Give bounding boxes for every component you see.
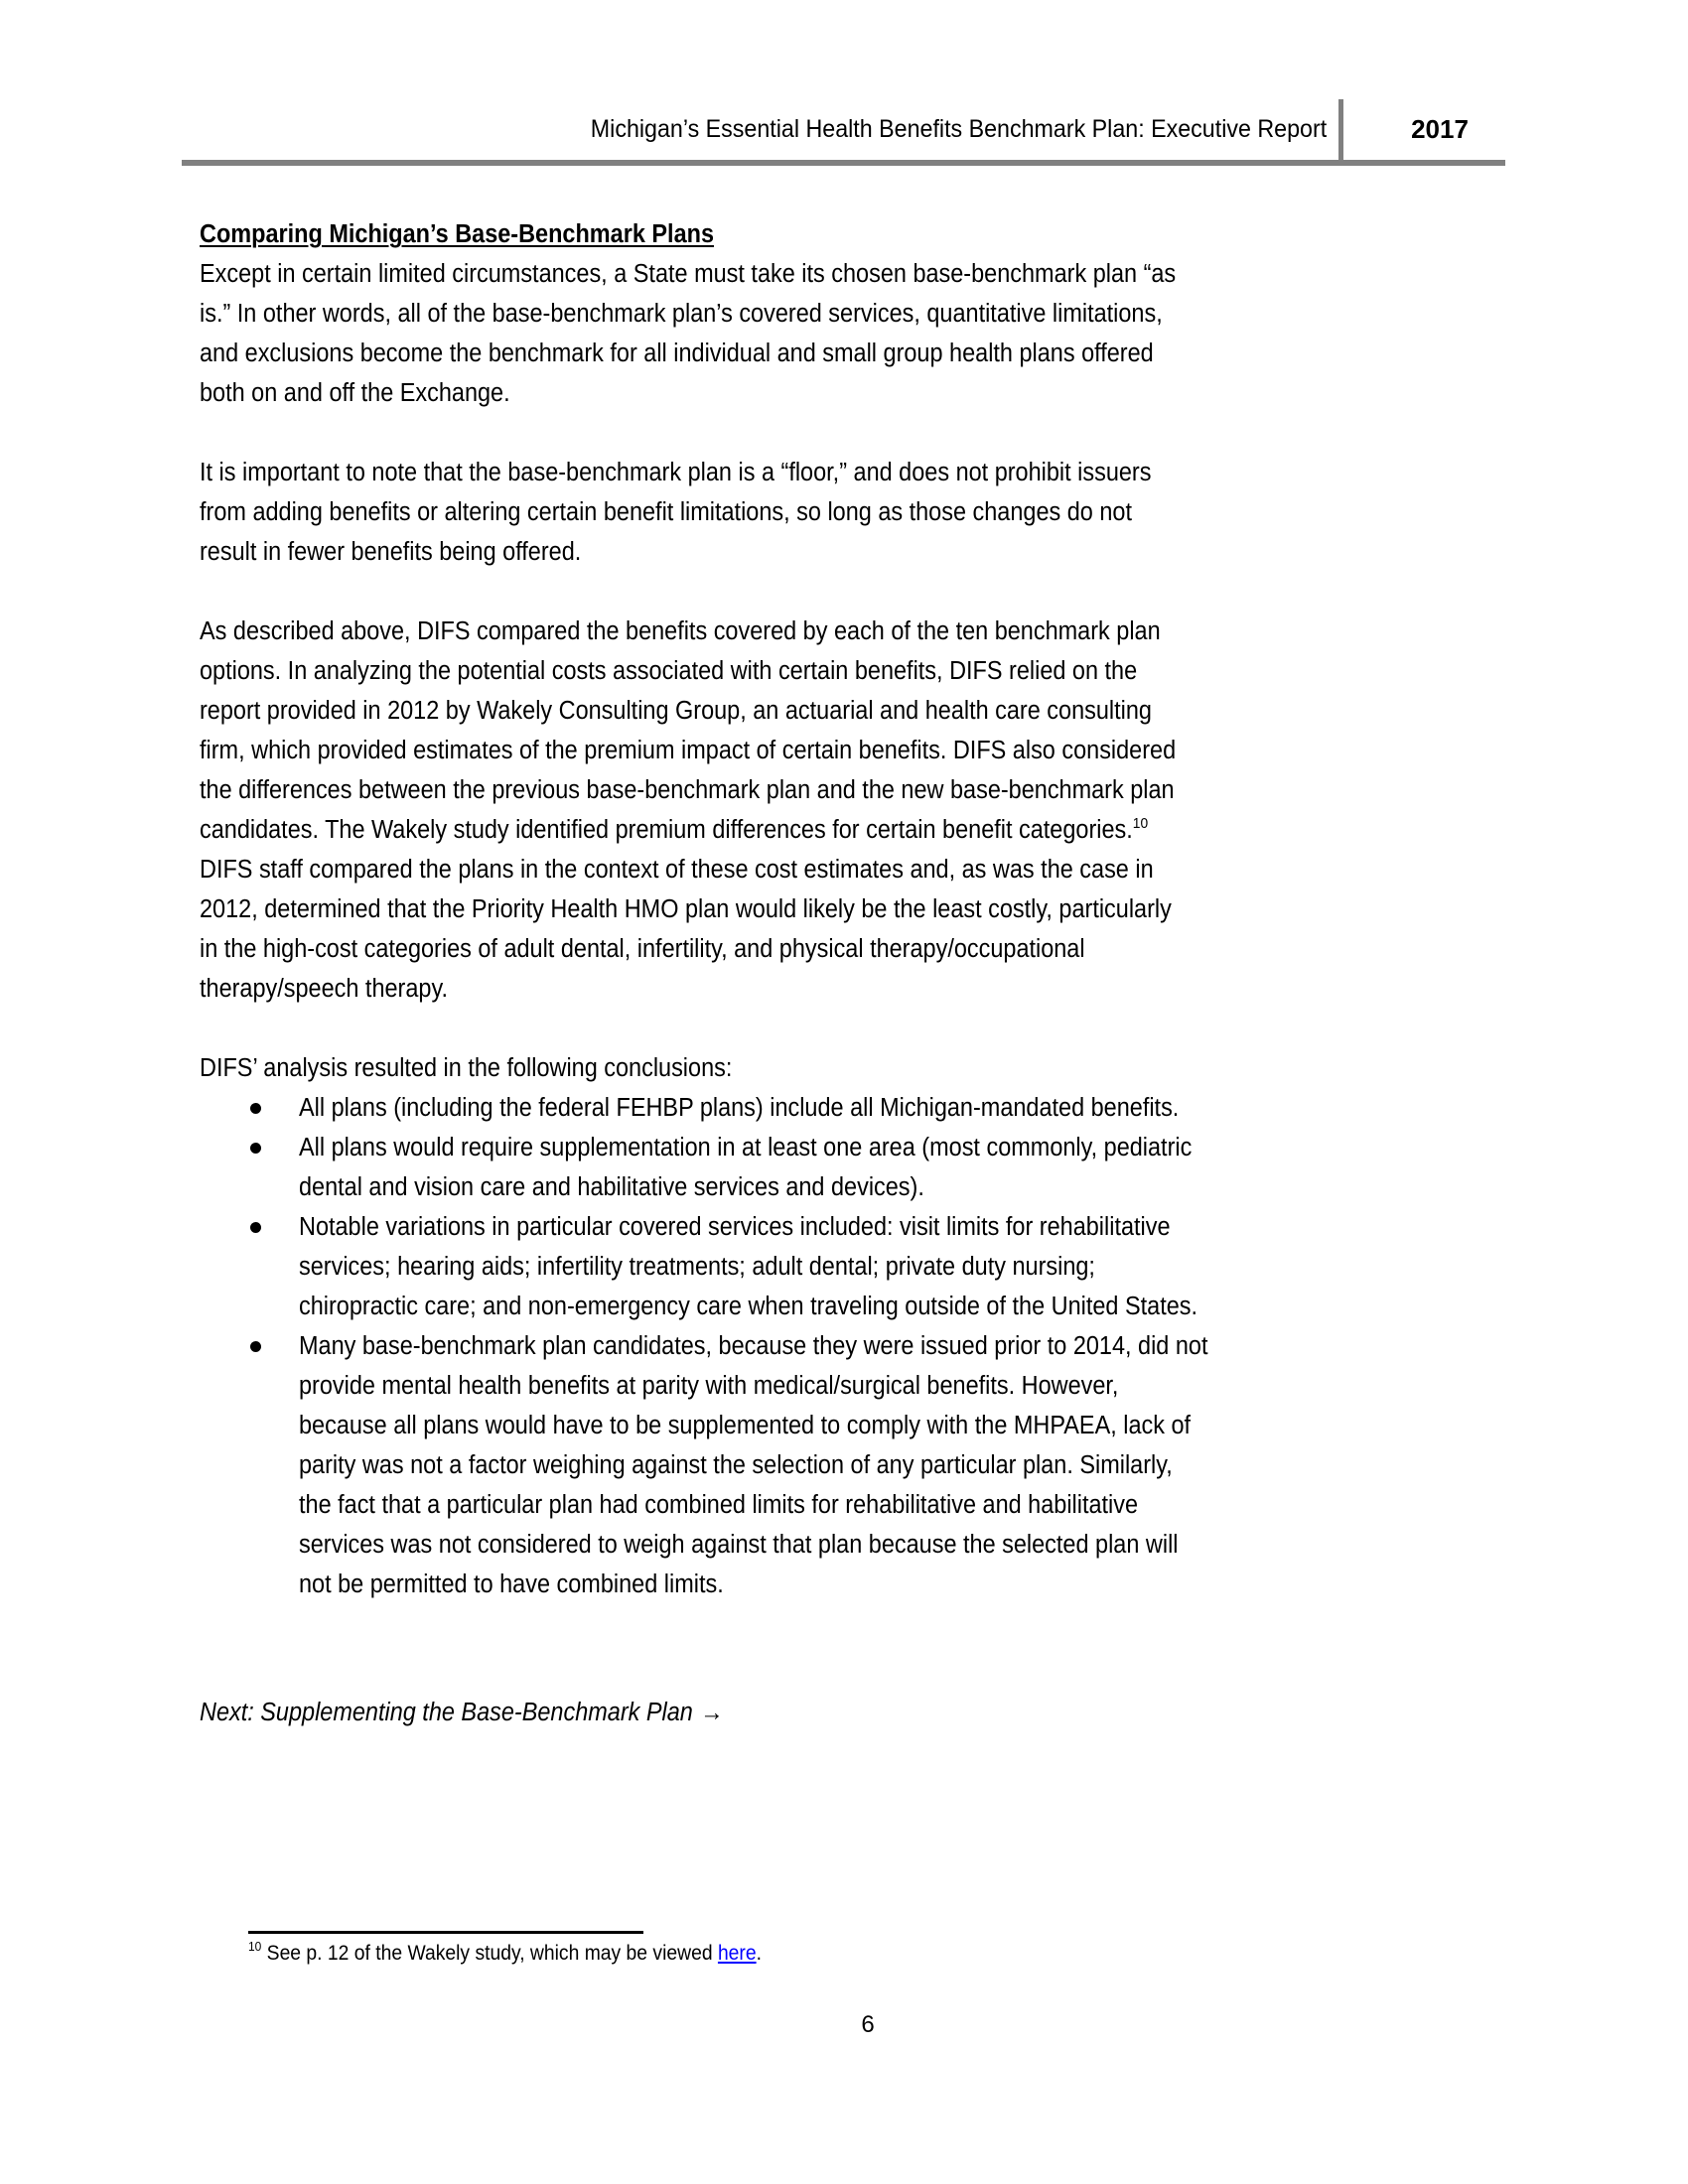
paragraph-line: It is important to note that the base-benchmark plan is a “floor,” and does not prohibit issuers: [200, 459, 1152, 486]
header-divider: [1338, 99, 1343, 163]
paragraph-gap: [200, 1009, 1490, 1048]
arrow-right-icon: →: [700, 1699, 724, 1726]
list-item-line: All plans would require supplementation in at least one area (most commonly, pediatric: [299, 1134, 1193, 1161]
list-item-line: Many base-benchmark plan candidates, because they were issued prior to 2014, did not: [299, 1332, 1208, 1360]
list-item-line: provide mental health benefits at parity with medical/surgical benefits. However,: [299, 1372, 1119, 1400]
footnote-text: See p. 12 of the Wakely study, which may be viewed: [261, 1942, 718, 1965]
footnote-separator: [248, 1931, 643, 1934]
bullet-icon: [250, 1341, 261, 1352]
list-item-line: dental and vision care and habilitative services and devices).: [299, 1173, 924, 1201]
list-item-line: because all plans would have to be supplemented to comply with the MHPAEA, lack of: [299, 1412, 1192, 1439]
section-heading: Comparing Michigan’s Base-Benchmark Plans: [200, 220, 715, 248]
paragraph-line: therapy/speech therapy.: [200, 975, 448, 1003]
bullet-icon: [250, 1103, 261, 1114]
list-item: [200, 1207, 1490, 1326]
paragraph-line: Except in certain limited circumstances, a State must take its chosen base-benchmark plan “as: [200, 260, 1177, 288]
footnote-link[interactable]: here: [717, 1942, 757, 1965]
paragraph-line: result in fewer benefits being offered.: [200, 538, 582, 566]
document-body: [200, 214, 1490, 1604]
list-item: [200, 1088, 1490, 1128]
conclusions-intro: DIFS’ analysis resulted in the following conclusions:: [200, 1054, 733, 1082]
list-item-line: chiropractic care; and non-emergency care when traveling outside of the United States.: [299, 1293, 1198, 1320]
bullet-icon: [250, 1143, 261, 1154]
paragraph-line: is.” In other words, all of the base-benchmark plan’s covered services, quantitative limitations,: [200, 300, 1163, 328]
list-item-line: not be permitted to have combined limits.: [299, 1570, 724, 1598]
paragraph-1: [200, 254, 1490, 413]
list-item-line: the fact that a particular plan had combined limits for rehabilitative and habilitative: [299, 1491, 1139, 1519]
paragraph-line: As described above, DIFS compared the benefits covered by each of the ten benchmark plan: [200, 617, 1161, 645]
footnote: [248, 1936, 762, 1972]
list-item-line: All plans (including the federal FEHBP plans) include all Michigan-mandated benefits.: [299, 1094, 1180, 1122]
paragraph-3: [200, 612, 1490, 1009]
paragraph-line: from adding benefits or altering certain benefit limitations, so long as those changes do not: [200, 498, 1132, 526]
paragraph-line: 2012, determined that the Priority Health HMO plan would likely be the least costly, particularly: [200, 895, 1172, 923]
paragraph-line: the differences between the previous base-benchmark plan and the new base-benchmark plan: [200, 776, 1175, 804]
paragraph-line-text: candidates. The Wakely study identified premium differences for certain benefit categories.: [200, 816, 1133, 844]
next-section-link[interactable]: [200, 1693, 724, 1732]
paragraph-gap: [200, 413, 1490, 453]
footnote-reference[interactable]: 10: [1132, 815, 1149, 832]
list-item-line: parity was not a factor weighing against the selection of any particular plan. Similarly,: [299, 1451, 1173, 1479]
paragraph-line: both on and off the Exchange.: [200, 379, 510, 407]
paragraph-gap: [200, 572, 1490, 612]
next-section-label: Next: Supplementing the Base-Benchmark Plan: [200, 1699, 693, 1726]
paragraph-line: [200, 810, 1387, 850]
paragraph-line: in the high-cost categories of adult dental, infertility, and physical therapy/occupational: [200, 935, 1085, 963]
paragraph-line: report provided in 2012 by Wakely Consulting Group, an actuarial and health care consulting: [200, 697, 1152, 725]
paragraph-line: DIFS staff compared the plans in the context of these cost estimates and, as was the case in: [200, 856, 1154, 884]
running-header-title: Michigan’s Essential Health Benefits Benchmark Plan: Executive Report: [590, 115, 1327, 143]
paragraph-line: firm, which provided estimates of the premium impact of certain benefits. DIFS also considered: [200, 737, 1177, 764]
list-item-line: services; hearing aids; infertility treatments; adult dental; private duty nursing;: [299, 1253, 1095, 1281]
list-item: [200, 1128, 1490, 1207]
running-header-year: 2017: [1411, 114, 1469, 144]
list-item: [200, 1326, 1490, 1604]
bullet-icon: [250, 1222, 261, 1233]
paragraph-line: options. In analyzing the potential costs associated with certain benefits, DIFS relied on the: [200, 657, 1138, 685]
footnote-number: 10: [248, 1939, 262, 1954]
page-number: 6: [861, 2011, 875, 2038]
paragraph-2: [200, 453, 1490, 572]
list-item-line: services was not considered to weigh against that plan because the selected plan will: [299, 1531, 1179, 1559]
conclusions-list: [200, 1088, 1490, 1604]
header-rule: [182, 160, 1505, 166]
paragraph-line: and exclusions become the benchmark for all individual and small group health plans offered: [200, 340, 1154, 367]
footnote-trailing: .: [756, 1942, 762, 1965]
list-item-line: Notable variations in particular covered services included: visit limits for rehabilitative: [299, 1213, 1171, 1241]
